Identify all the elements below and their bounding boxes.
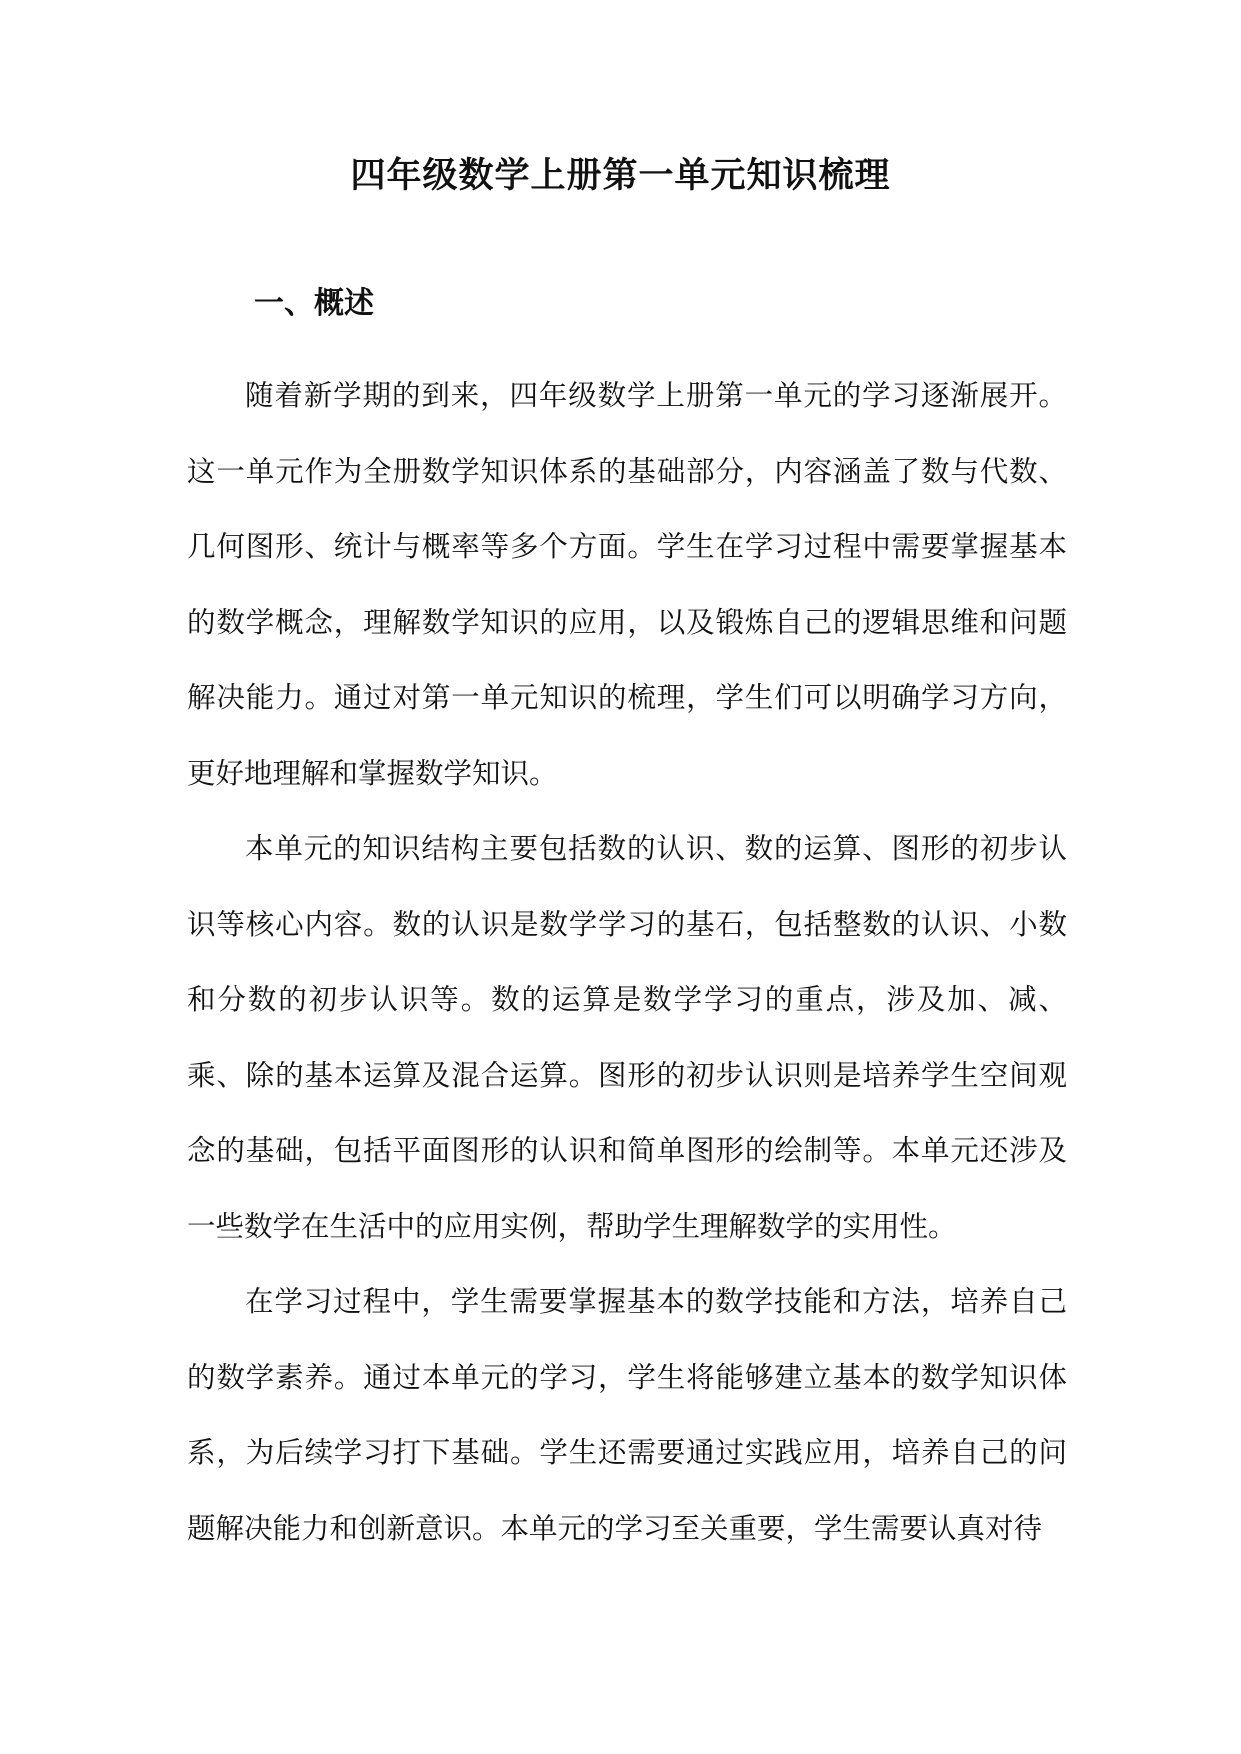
section-body	[187, 358, 1067, 1566]
paragraph-learning: 在学习过程中，学生需要掌握基本的数学技能和方法，培养自己的数学素养。通过本单元的学习，学生将能够建立基本的数学知识体系，为后续学习打下基础。学生还需要通过实践应用，培养自己的问题解决能力和创新意识。本单元的学习至关重要，学生需要认真对待	[187, 1285, 1067, 1545]
document-title: 四年级数学上册第一单元知识梳理	[350, 155, 891, 196]
section-heading-overview: 一、概述	[254, 286, 374, 321]
paragraph-intro: 随着新学期的到来，四年级数学上册第一单元的学习逐渐展开。这一单元作为全册数学知识体系的基础部分，内容涵盖了数与代数、几何图形、统计与概率等多个方面。学生在学习过程中需要掌握基本的数学概念，理解数学知识的应用，以及锻炼自己的逻辑思维和问题解决能力。通过对第一单元知识的梳理，学生们可以明确学习方向，更好地理解和掌握数学知识。	[187, 379, 1067, 790]
paragraph-structure: 本单元的知识结构主要包括数的认识、数的运算、图形的初步认识等核心内容。数的认识是数学学习的基石，包括整数的认识、小数和分数的初步认识等。数的运算是数学学习的重点，涉及加、减、乘、除的基本运算及混合运算。图形的初步认识则是培养学生空间观念的基础，包括平面图形的认识和简单图形的绘制等。本单元还涉及一些数学在生活中的应用实例，帮助学生理解数学的实用性。	[187, 832, 1067, 1243]
